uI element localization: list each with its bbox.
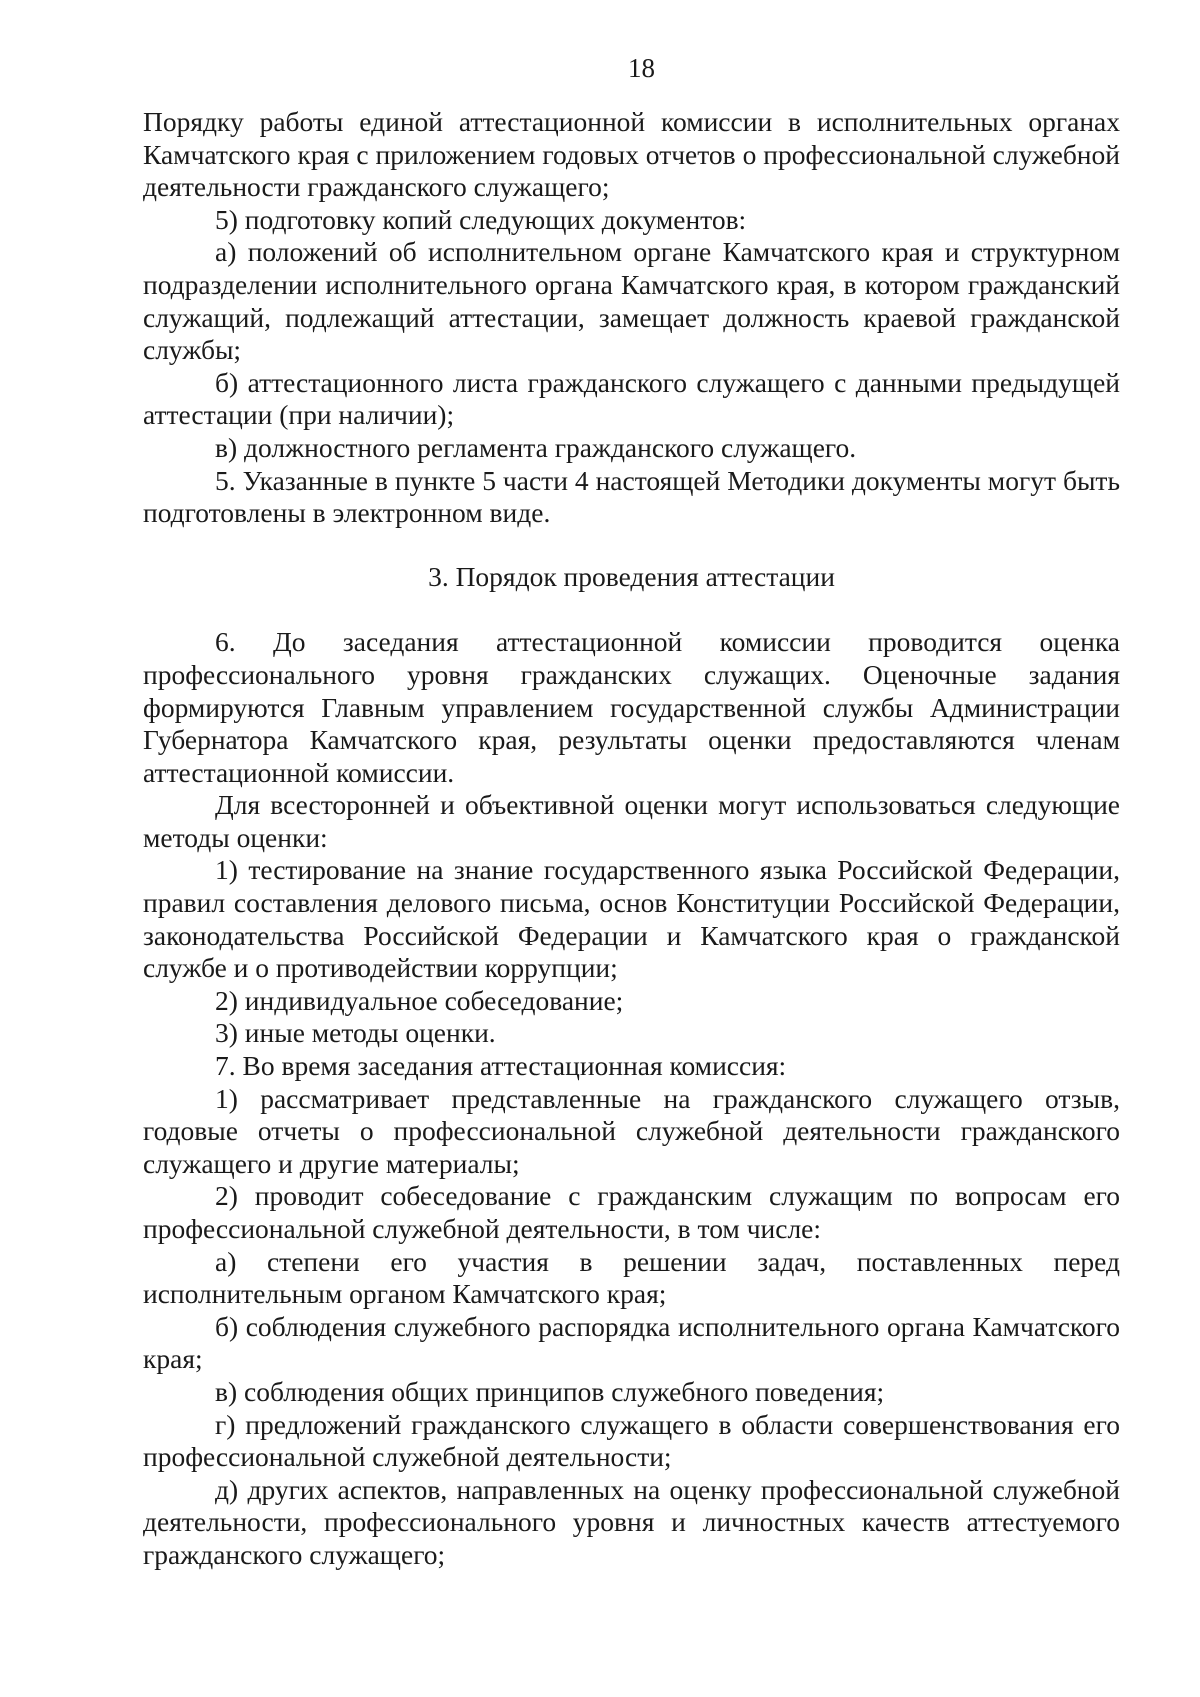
paragraph-subitem-a: а) положений об исполнительном органе Камчатского края и структурном подразделении исполнительного органа Камчатского края, в котором гражданский служащий, подлежащий аттестации, замещает должность краевой гражданской службы;	[143, 236, 1120, 366]
paragraph-clause-7-subitem-b: б) соблюдения служебного распорядка исполнительного органа Камчатского края;	[143, 1310, 1120, 1375]
paragraph-methods-intro: Для всесторонней и объективной оценки могут использоваться следующие методы оценки:	[143, 789, 1120, 853]
paragraph-clause-5: 5. Указанные в пункте 5 части 4 настоящей Методики документы могут быть подготовлены в электронном виде.	[143, 464, 1120, 529]
paragraph-item-5: 5) подготовку копий следующих документов:	[215, 203, 747, 235]
paragraph-clause-7-subitem-a: а) степени его участия в решении задач, поставленных перед исполнительным органом Камчатского края;	[143, 1245, 1120, 1310]
page-number: 18	[628, 53, 655, 83]
paragraph-clause-7-subitem-v: в) соблюдения общих принципов служебного поведения;	[215, 1375, 885, 1407]
paragraph-subitem-b: б) аттестационного листа гражданского служащего с данными предыдущей аттестации (при наличии);	[143, 366, 1120, 431]
paragraph-subitem-v: в) должностного регламента гражданского служащего.	[215, 431, 857, 463]
paragraph-clause-7-subitem-g: г) предложений гражданского служащего в области совершенствования его профессиональной служебной деятельности;	[143, 1408, 1120, 1473]
paragraph-clause-7: 7. Во время заседания аттестационная комиссия:	[215, 1050, 787, 1082]
paragraph-method-2: 2) индивидуальное собеседование;	[215, 984, 624, 1016]
paragraph-method-3: 3) иные методы оценки.	[215, 1017, 496, 1049]
document-page	[143, 52, 1120, 1572]
paragraph-clause-7-item-1: 1) рассматривает представленные на гражданского служащего отзыв, годовые отчеты о профессиональной служебной деятельности гражданского служащего и другие материалы;	[143, 1082, 1120, 1179]
paragraph-continuation: Порядку работы единой аттестационной комиссии в исполнительных органах Камчатского края с приложением годовых отчетов о профессиональной служебной деятельности гражданского служащего;	[143, 106, 1120, 203]
paragraph-clause-7-item-2: 2) проводит собеседование с гражданским служащим по вопросам его профессиональной служебной деятельности, в том числе:	[143, 1180, 1120, 1244]
paragraph-clause-6: 6. До заседания аттестационной комиссии проводится оценка профессионального уровня гражданских служащих. Оценочные задания формируются Главным управлением государственной службы Администрации Губернатора Камчатского края, результаты оценки предоставляются членам аттестационной комиссии.	[143, 626, 1120, 788]
paragraph-clause-7-subitem-d: д) других аспектов, направленных на оценку профессиональной служебной деятельности, профессионального уровня и личностных качеств аттестуемого гражданского служащего;	[143, 1473, 1120, 1570]
paragraph-method-1: 1) тестирование на знание государственного языка Российской Федерации, правил составления делового письма, основ Конституции Российской Федерации, законодательства Российской Федерации и Камчатского края о гражданской службе и о противодействии коррупции;	[143, 854, 1120, 984]
section-heading: 3. Порядок проведения аттестации	[428, 560, 835, 592]
